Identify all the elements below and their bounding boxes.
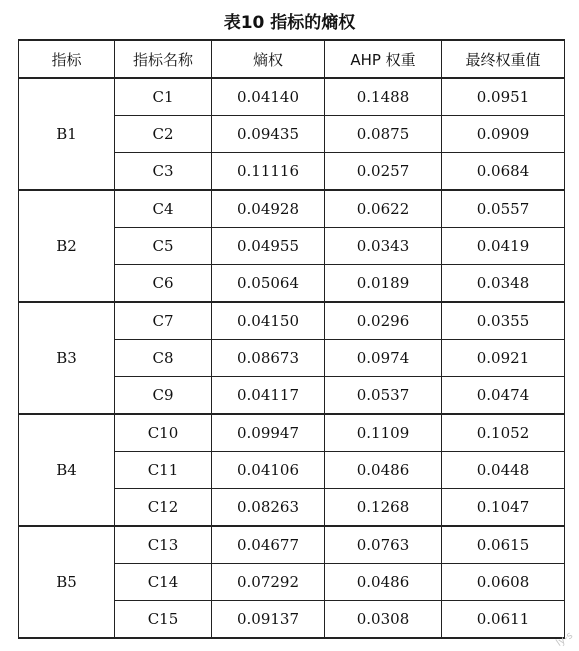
group-b5 xyxy=(19,526,565,638)
header-final-weight: 最终权重值 xyxy=(442,40,565,78)
ahp-weight-cell: 0.0763 xyxy=(325,526,442,564)
table-row xyxy=(19,78,565,116)
final-weight-cell: 0.0419 xyxy=(442,228,565,265)
final-weight-cell: 0.0448 xyxy=(442,452,565,489)
entropy-weight-cell: 0.04955 xyxy=(212,228,325,265)
final-weight-cell: 0.0921 xyxy=(442,340,565,377)
final-weight-cell: 0.0474 xyxy=(442,377,565,415)
header-indicator: 指标 xyxy=(19,40,115,78)
table-caption: 表10 指标的熵权 xyxy=(223,13,356,33)
ahp-weight-cell: 0.0875 xyxy=(325,116,442,153)
entropy-weight-cell: 0.08673 xyxy=(212,340,325,377)
entropy-weight-cell: 0.04677 xyxy=(212,526,325,564)
entropy-weight-cell: 0.04117 xyxy=(212,377,325,415)
entropy-weight-cell: 0.09947 xyxy=(212,414,325,452)
final-weight-cell: 0.0611 xyxy=(442,601,565,639)
final-weight-cell: 0.0355 xyxy=(442,302,565,340)
final-weight-cell: 0.0684 xyxy=(442,153,565,191)
indicator-cell: B3 xyxy=(19,302,115,414)
entropy-weight-table xyxy=(18,39,565,639)
indicator-name-cell: C1 xyxy=(115,78,212,116)
indicator-name-cell: C10 xyxy=(115,414,212,452)
group-b2 xyxy=(19,190,565,302)
ahp-weight-cell: 0.0296 xyxy=(325,302,442,340)
final-weight-cell: 0.0951 xyxy=(442,78,565,116)
final-weight-cell: 0.0909 xyxy=(442,116,565,153)
indicator-name-cell: C12 xyxy=(115,489,212,527)
entropy-weight-cell: 0.09435 xyxy=(212,116,325,153)
entropy-weight-cell: 0.04140 xyxy=(212,78,325,116)
indicator-name-cell: C2 xyxy=(115,116,212,153)
ahp-weight-cell: 0.0537 xyxy=(325,377,442,415)
indicator-name-cell: C5 xyxy=(115,228,212,265)
indicator-name-cell: C14 xyxy=(115,564,212,601)
indicator-cell: B4 xyxy=(19,414,115,526)
watermark: ly-s xyxy=(554,630,575,649)
ahp-weight-cell: 0.0974 xyxy=(325,340,442,377)
ahp-weight-cell: 0.0486 xyxy=(325,452,442,489)
final-weight-cell: 0.0615 xyxy=(442,526,565,564)
ahp-weight-cell: 0.1488 xyxy=(325,78,442,116)
table-row xyxy=(19,414,565,452)
ahp-weight-cell: 0.0622 xyxy=(325,190,442,228)
indicator-name-cell: C15 xyxy=(115,601,212,639)
final-weight-cell: 0.0608 xyxy=(442,564,565,601)
ahp-weight-cell: 0.0257 xyxy=(325,153,442,191)
group-b1 xyxy=(19,78,565,190)
entropy-weight-cell: 0.04928 xyxy=(212,190,325,228)
indicator-name-cell: C3 xyxy=(115,153,212,191)
indicator-name-cell: C11 xyxy=(115,452,212,489)
entropy-weight-cell: 0.04106 xyxy=(212,452,325,489)
final-weight-cell: 0.0348 xyxy=(442,265,565,303)
indicator-name-cell: C13 xyxy=(115,526,212,564)
header-indicator-name: 指标名称 xyxy=(115,40,212,78)
entropy-weight-cell: 0.05064 xyxy=(212,265,325,303)
indicator-cell: B1 xyxy=(19,78,115,190)
indicator-name-cell: C4 xyxy=(115,190,212,228)
final-weight-cell: 0.1047 xyxy=(442,489,565,527)
indicator-name-cell: C6 xyxy=(115,265,212,303)
indicator-name-cell: C9 xyxy=(115,377,212,415)
table-row xyxy=(19,302,565,340)
ahp-weight-cell: 0.0189 xyxy=(325,265,442,303)
entropy-weight-cell: 0.08263 xyxy=(212,489,325,527)
header-ahp-weight: AHP 权重 xyxy=(325,40,442,78)
group-b3 xyxy=(19,302,565,414)
ahp-weight-cell: 0.0308 xyxy=(325,601,442,639)
final-weight-cell: 0.1052 xyxy=(442,414,565,452)
indicator-name-cell: C8 xyxy=(115,340,212,377)
ahp-weight-cell: 0.1268 xyxy=(325,489,442,527)
header-entropy-weight: 熵权 xyxy=(212,40,325,78)
header-row xyxy=(19,40,565,78)
entropy-weight-cell: 0.04150 xyxy=(212,302,325,340)
entropy-weight-cell: 0.11116 xyxy=(212,153,325,191)
entropy-weight-cell: 0.09137 xyxy=(212,601,325,639)
indicator-cell: B2 xyxy=(19,190,115,302)
table-row xyxy=(19,190,565,228)
indicator-name-cell: C7 xyxy=(115,302,212,340)
table-row xyxy=(19,526,565,564)
ahp-weight-cell: 0.1109 xyxy=(325,414,442,452)
group-b4 xyxy=(19,414,565,526)
final-weight-cell: 0.0557 xyxy=(442,190,565,228)
entropy-weight-cell: 0.07292 xyxy=(212,564,325,601)
ahp-weight-cell: 0.0343 xyxy=(325,228,442,265)
ahp-weight-cell: 0.0486 xyxy=(325,564,442,601)
indicator-cell: B5 xyxy=(19,526,115,638)
